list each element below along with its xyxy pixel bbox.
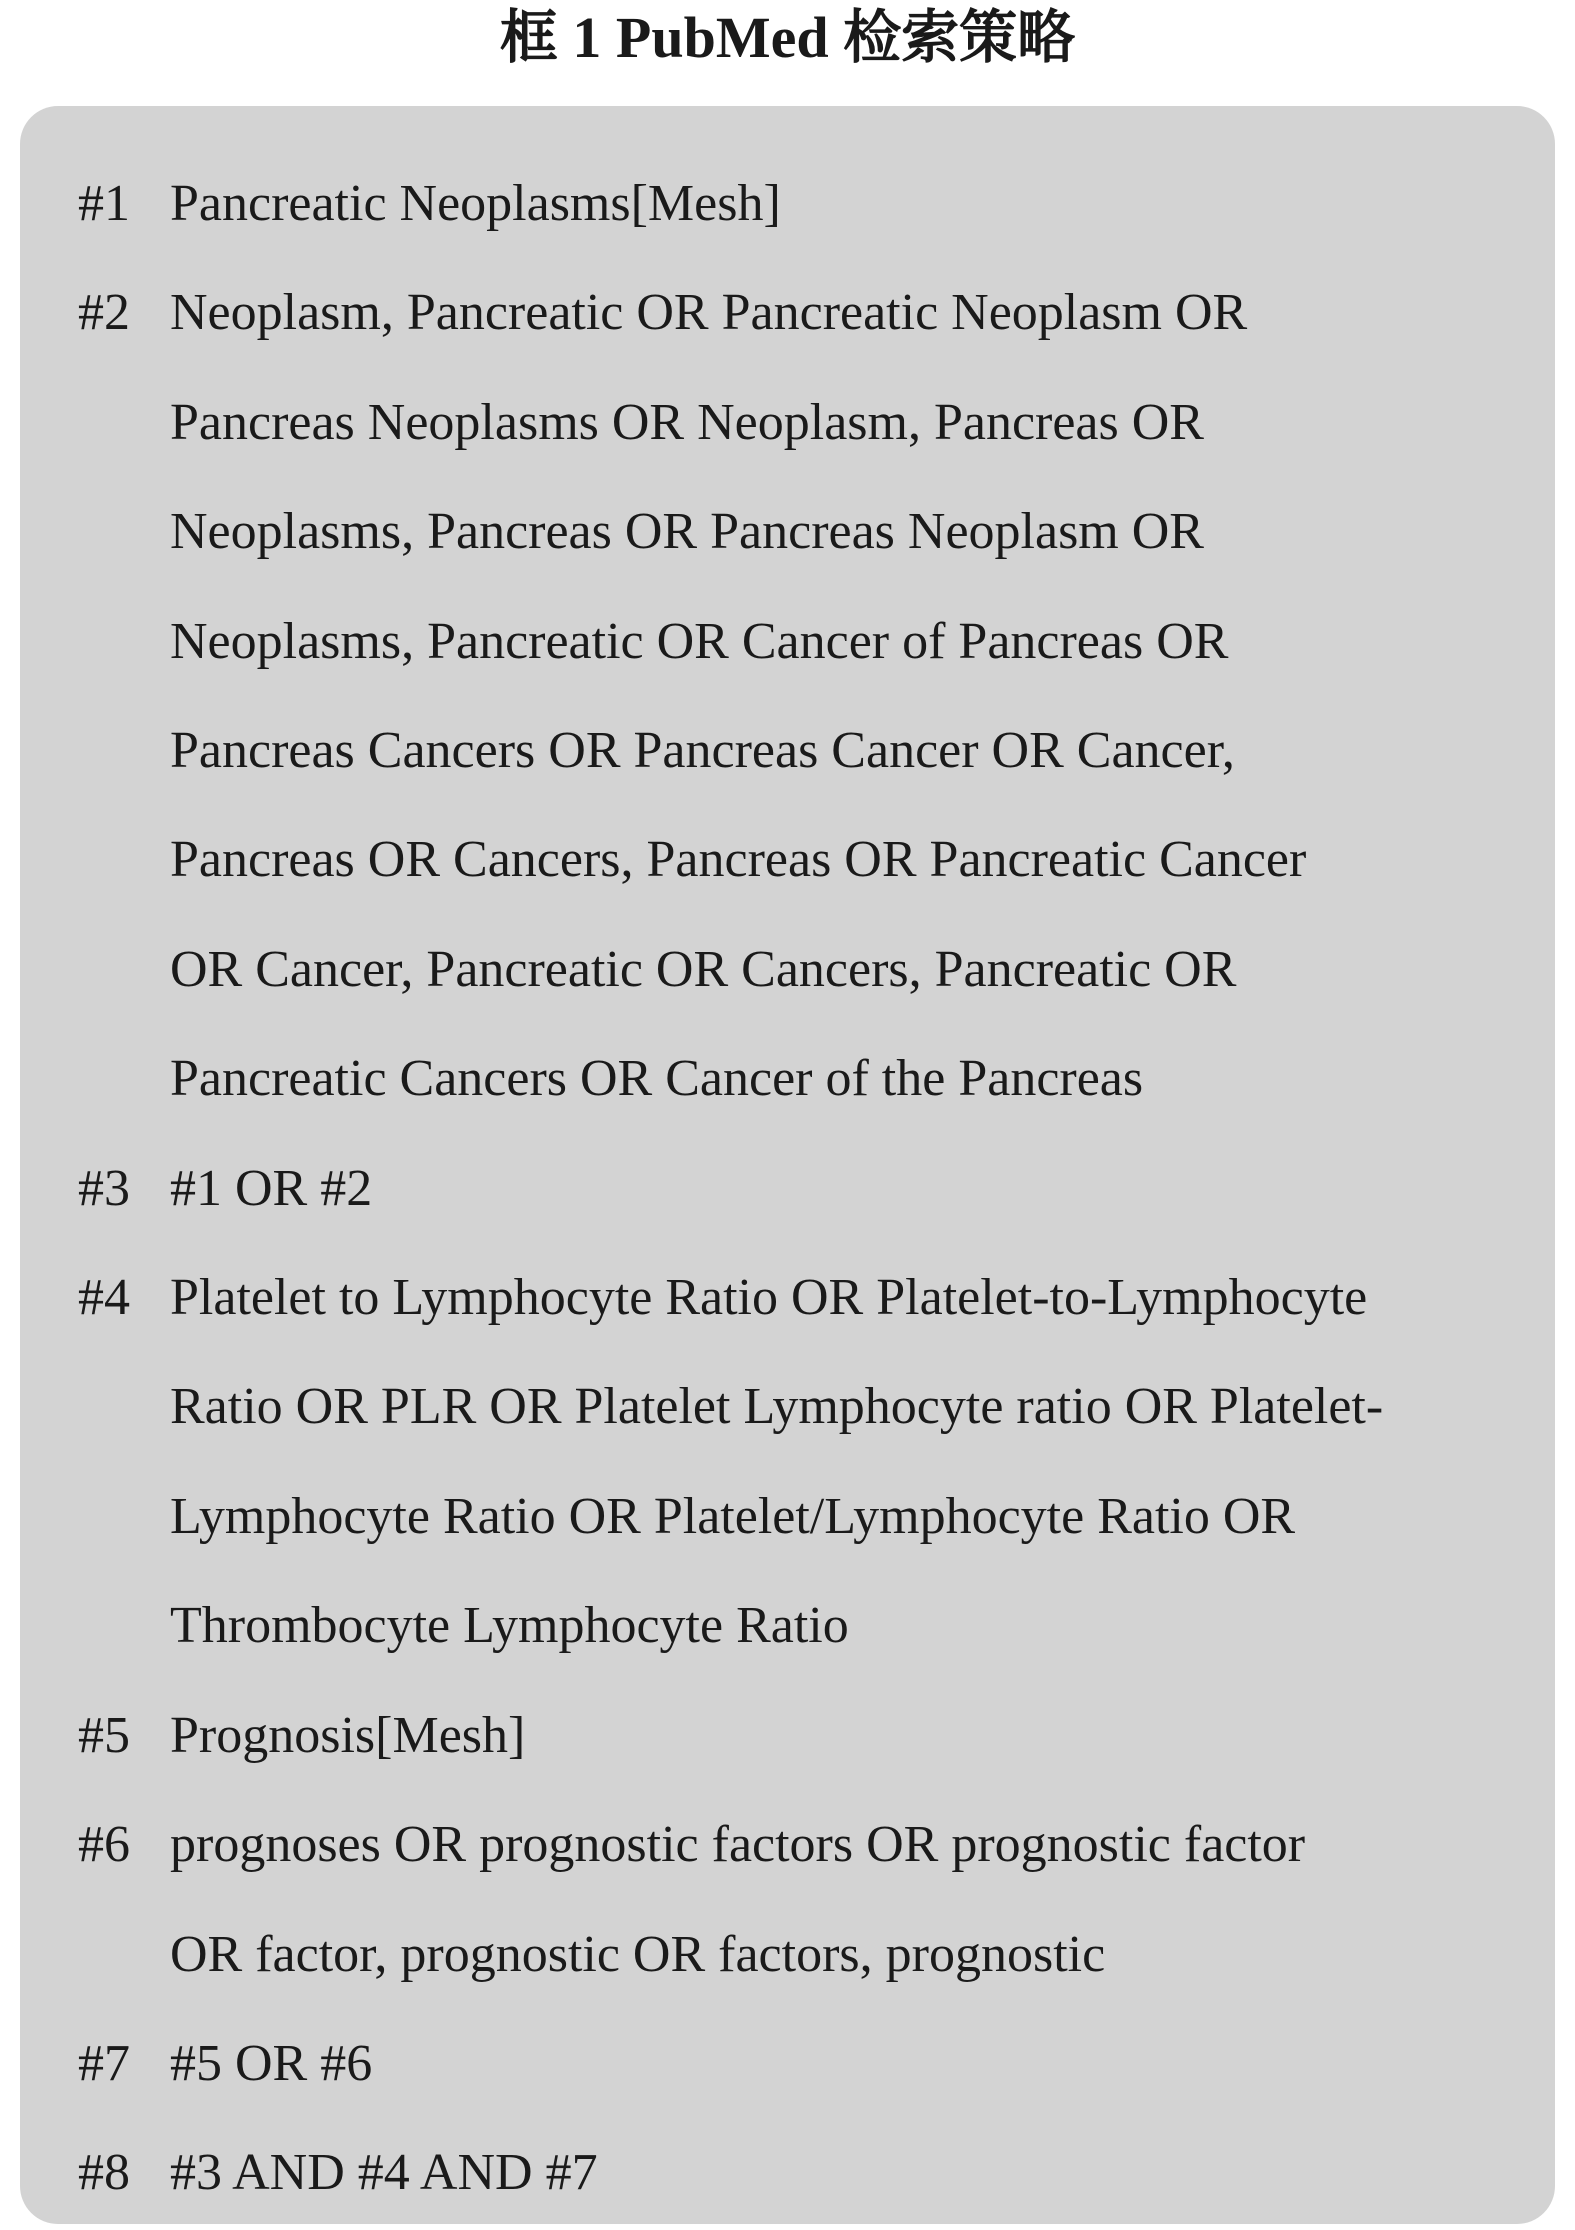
query-line: Ratio OR PLR OR Platelet Lymphocyte ratio OR Platelet- — [170, 1378, 1384, 1436]
query-line: prognoses OR prognostic factors OR prognostic factor — [170, 1816, 1306, 1874]
step-number: #2 — [78, 284, 130, 342]
query-line: Platelet to Lymphocyte Ratio OR Platelet-to-Lymphocyte — [170, 1269, 1368, 1327]
query-line: #5 OR #6 — [170, 2034, 373, 2092]
step-number: #4 — [78, 1269, 130, 1327]
query-line: Pancreas Neoplasms OR Neoplasm, Pancreas OR — [170, 393, 1204, 451]
step-query — [170, 1790, 1538, 2009]
search-step — [20, 2118, 1555, 2227]
search-step — [20, 258, 1555, 1133]
step-number: #5 — [78, 1706, 130, 1764]
step-query — [170, 1243, 1538, 1681]
step-query — [170, 1681, 1538, 1790]
query-line: Prognosis[Mesh] — [170, 1706, 526, 1764]
query-line: Lymphocyte Ratio OR Platelet/Lymphocyte Ratio OR — [170, 1487, 1296, 1545]
query-line: #3 AND #4 AND #7 — [170, 2144, 598, 2202]
query-line: Thrombocyte Lymphocyte Ratio — [170, 1597, 849, 1655]
query-line: #1 OR #2 — [170, 1159, 373, 1217]
step-number: #7 — [78, 2034, 130, 2092]
search-step — [20, 1790, 1555, 2009]
step-query — [170, 1134, 1538, 1243]
search-step — [20, 2009, 1555, 2118]
step-query — [170, 2009, 1538, 2118]
step-number: #8 — [78, 2144, 130, 2202]
query-line: Pancreas Cancers OR Pancreas Cancer OR Cancer, — [170, 722, 1235, 780]
search-step — [20, 1681, 1555, 1790]
box-title: 框 1 PubMed 检索策略 — [499, 5, 1076, 70]
search-step — [20, 1134, 1555, 1243]
step-query — [170, 149, 1538, 258]
query-line: Pancreas OR Cancers, Pancreas OR Pancreatic Cancer — [170, 831, 1307, 889]
step-query — [170, 2118, 1538, 2227]
step-number: #3 — [78, 1159, 130, 1217]
search-strategy-box — [20, 106, 1555, 2224]
query-line: Neoplasms, Pancreas OR Pancreas Neoplasm OR — [170, 503, 1204, 561]
query-line: OR factor, prognostic OR factors, prognostic — [170, 1925, 1106, 1983]
search-step — [20, 149, 1555, 258]
query-line: OR Cancer, Pancreatic OR Cancers, Pancreatic OR — [170, 940, 1237, 998]
query-line: Neoplasm, Pancreatic OR Pancreatic Neoplasm OR — [170, 284, 1248, 342]
query-line: Pancreatic Neoplasms[Mesh] — [170, 175, 781, 232]
step-number: #1 — [78, 175, 130, 232]
search-step — [20, 1243, 1555, 1681]
step-query — [170, 258, 1538, 1133]
query-line: Pancreatic Cancers OR Cancer of the Pancreas — [170, 1050, 1144, 1108]
step-number: #6 — [78, 1816, 130, 1874]
query-line: Neoplasms, Pancreatic OR Cancer of Pancreas OR — [170, 612, 1229, 670]
